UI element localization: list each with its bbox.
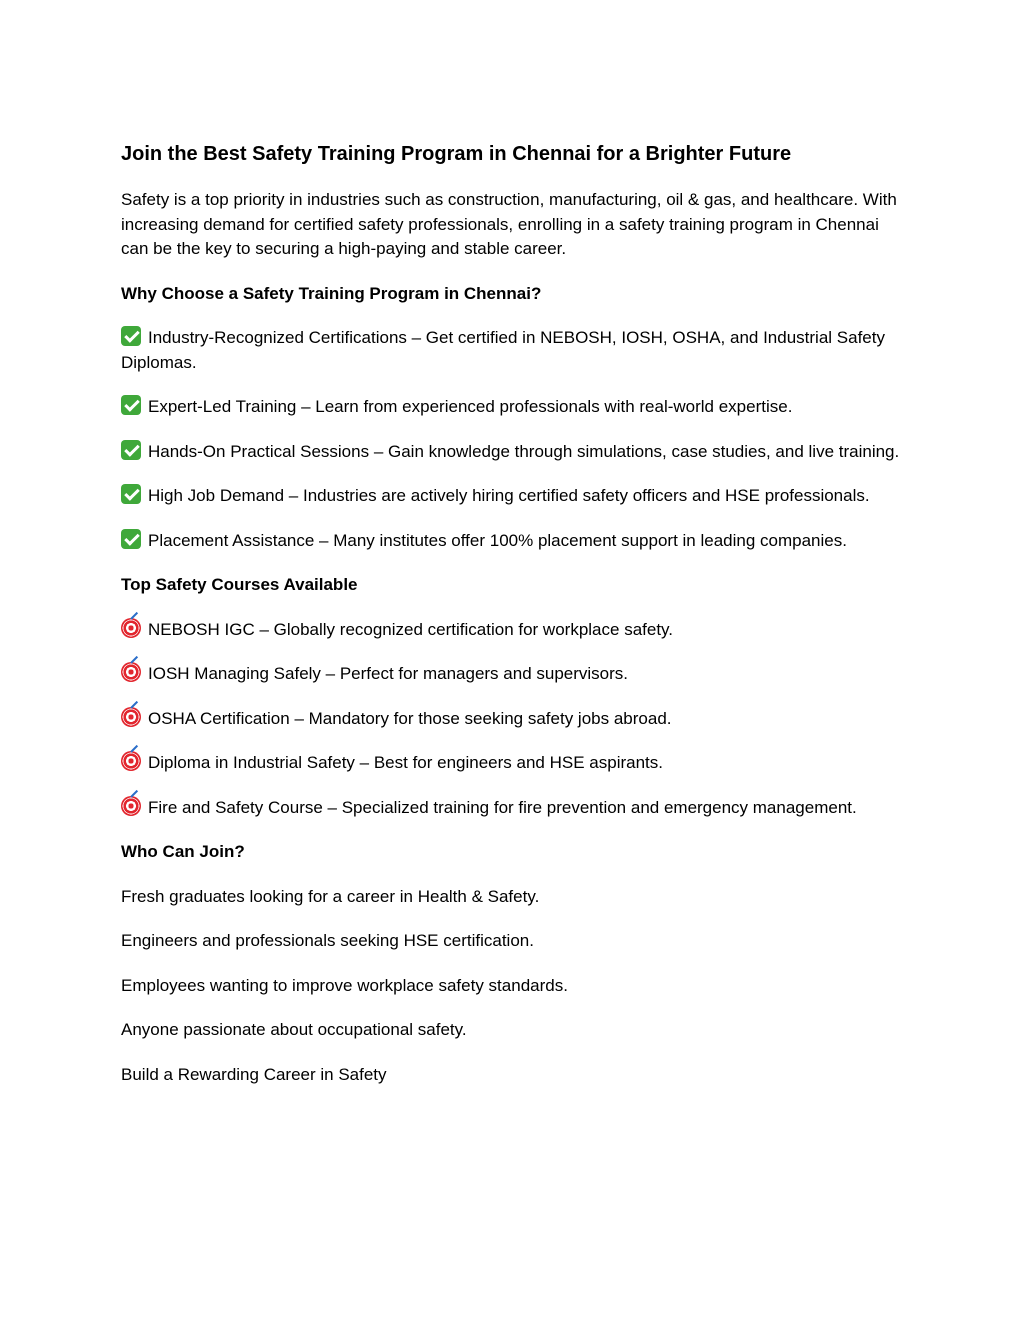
why-item-text: High Job Demand – Industries are actively hiring certified safety officers and HSE professionals.: [148, 486, 870, 505]
course-item: [121, 751, 904, 776]
target-icon: [121, 796, 141, 816]
why-item: [121, 440, 904, 465]
course-item-text: Diploma in Industrial Safety – Best for engineers and HSE aspirants.: [148, 753, 663, 772]
who-item: Employees wanting to improve workplace safety standards.: [121, 975, 568, 995]
course-item: [121, 707, 904, 732]
why-item-text: Expert-Led Training – Learn from experienced professionals with real-world expertise.: [148, 397, 793, 416]
course-item-text: NEBOSH IGC – Globally recognized certification for workplace safety.: [148, 619, 674, 639]
course-item: [121, 796, 904, 821]
course-item-text: OSHA Certification – Mandatory for those seeking safety jobs abroad.: [148, 708, 672, 728]
check-mark-icon: [121, 484, 141, 504]
why-item-text: Placement Assistance – Many institutes offer 100% placement support in leading companies.: [148, 530, 847, 550]
check-mark-icon: [121, 529, 141, 549]
why-item: [121, 484, 904, 509]
closing-line: Build a Rewarding Career in Safety: [121, 1064, 387, 1084]
document-title: Join the Best Safety Training Program in Chennai for a Brighter Future: [121, 143, 792, 165]
intro-paragraph: Safety is a top priority in industries such as construction, manufacturing, oil & gas, and healthcare. With increasing demand for certified safety professionals, enrolling in a safety training program in Chennai can be the key to securing a high-paying and stable career.: [121, 190, 897, 258]
target-icon: [121, 618, 141, 638]
who-item: Fresh graduates looking for a career in Health & Safety.: [121, 886, 540, 906]
why-item: [121, 529, 904, 554]
target-icon: [121, 751, 141, 771]
why-choose-heading: Why Choose a Safety Training Program in Chennai?: [121, 283, 542, 303]
top-courses-heading: Top Safety Courses Available: [121, 575, 358, 594]
who-item: Anyone passionate about occupational safety.: [121, 1020, 467, 1039]
why-item: [121, 326, 904, 375]
course-item-text: Fire and Safety Course – Specialized training for fire prevention and emergency management.: [148, 797, 857, 817]
course-item: [121, 618, 904, 643]
course-item-text: IOSH Managing Safely – Perfect for managers and supervisors.: [148, 664, 629, 683]
target-icon: [121, 662, 141, 682]
check-mark-icon: [121, 440, 141, 460]
check-mark-icon: [121, 326, 141, 346]
who-can-join-heading: Who Can Join?: [121, 842, 245, 861]
course-item: [121, 662, 904, 687]
who-item: Engineers and professionals seeking HSE certification.: [121, 931, 534, 950]
check-mark-icon: [121, 395, 141, 415]
target-icon: [121, 707, 141, 727]
why-item-text: Industry-Recognized Certifications – Get certified in NEBOSH, IOSH, OSHA, and Industrial Safety Diplomas.: [121, 328, 885, 372]
why-item: [121, 395, 904, 420]
why-item-text: Hands-On Practical Sessions – Gain knowledge through simulations, case studies, and live training.: [148, 441, 900, 461]
